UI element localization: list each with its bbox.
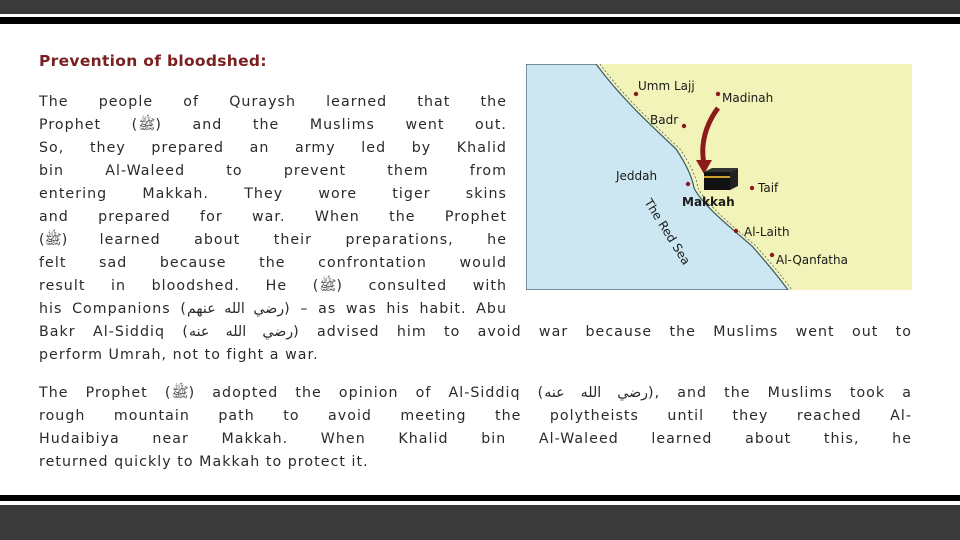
text-line: Hudaibiya near Makkah. When Khalid bin Al-Waleed learned about this, he [39,431,912,447]
label-al-qanfatha: Al-Qanfatha [776,253,848,267]
bottom-frame-line [0,495,960,501]
text-line: Bakr Al-Siddiq (رضي الله عنه) advised him to avoid war because the Muslims went out to [39,324,912,340]
text-line: and prepared for war. When the Prophet [39,209,507,225]
text-line: So, they prepared an army led by Khalid [39,140,507,156]
text-line: The people of Quraysh learned that the [39,94,507,110]
dot-al-laith [734,229,738,233]
text-line: rough mountain path to avoid meeting the polytheists until they reached Al- [39,408,912,424]
label-taif: Taif [758,181,779,195]
bottom-frame-bar [0,505,960,540]
label-red-sea: The Red Sea [641,196,694,268]
label-madinah: Madinah [722,91,774,105]
paragraph-2 [39,382,912,474]
text-line: perform Umrah, not to fight a war. [39,347,319,363]
dot-madinah [716,92,720,96]
label-badr: Badr [650,113,679,127]
text-line: (ﷺ) learned about their preparations, he [39,232,507,248]
label-al-laith: Al-Laith [744,225,790,239]
top-frame-line [0,17,960,24]
dot-badr [682,124,686,128]
top-frame-bar [0,0,960,14]
label-jeddah: Jeddah [616,169,658,183]
dot-al-qanfatha [770,253,774,257]
text-line: his Companions (رضي الله عنهم) – as was his habit. Abu [39,301,507,317]
text-line: felt sad because the confrontation would [39,255,507,271]
text-line: entering Makkah. They wore tiger skins [39,186,507,202]
dot-jeddah [686,182,690,186]
region-map [526,64,912,290]
text-line: The Prophet (ﷺ) adopted the opinion of Al-Siddiq (رضي الله عنه), and the Muslims took a [39,385,913,401]
label-makkah: Makkah [682,195,735,209]
label-umm-lajj: Umm Lajj [638,79,695,93]
text-line: result in bloodshed. He (ﷺ) consulted with [39,278,507,294]
kaaba-icon [704,168,738,190]
text-line: returned quickly to Makkah to protect it. [39,454,369,470]
text-line: bin Al-Waleed to prevent them from [39,163,507,179]
section-heading: Prevention of bloodshed: [39,52,267,70]
text-line: Prophet (ﷺ) and the Muslims went out. [39,117,507,133]
dot-taif [750,186,754,190]
